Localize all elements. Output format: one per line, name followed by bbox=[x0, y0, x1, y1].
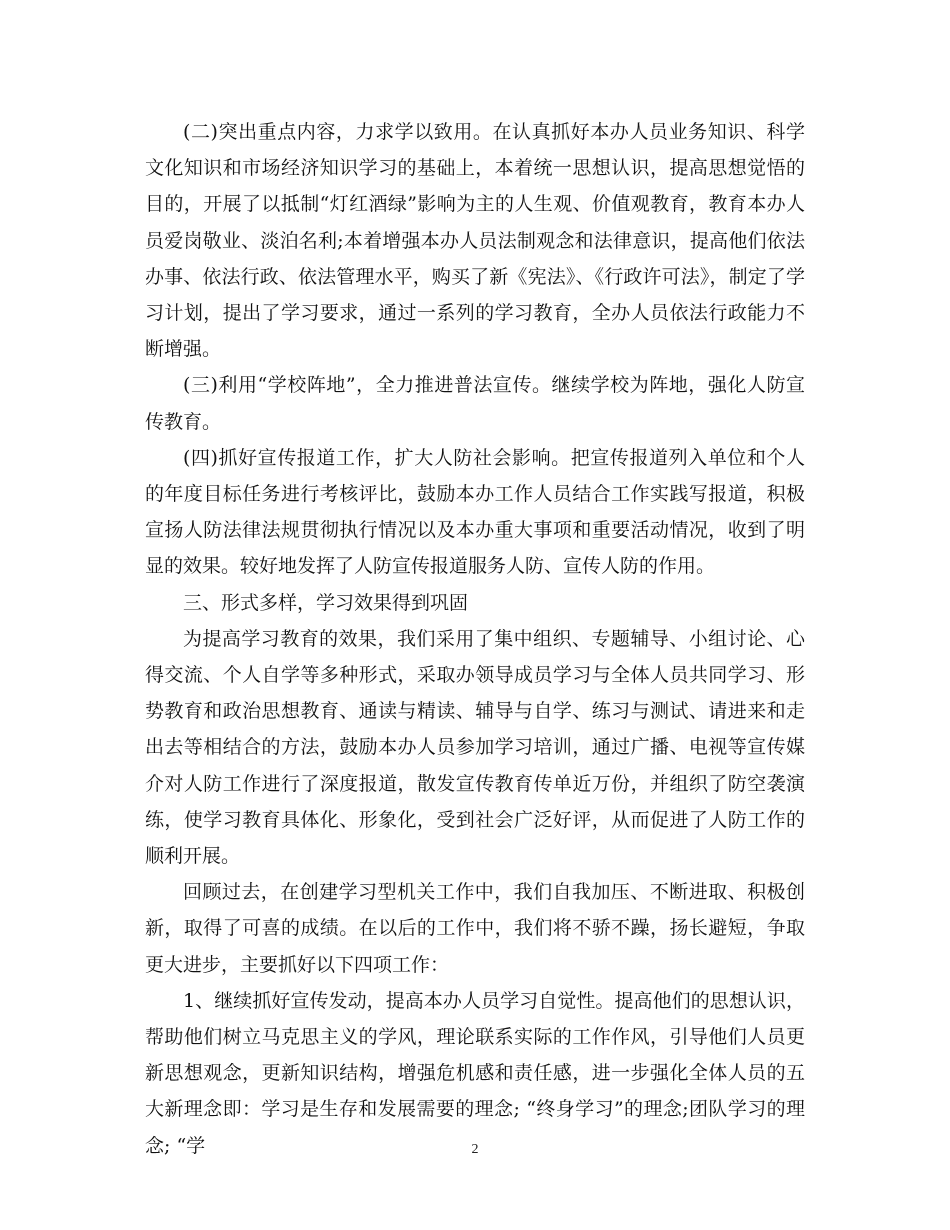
paragraph-section-4: (四)抓好宣传报道工作，扩大人防社会影响。把宣传报道列入单位和个人的年度目标任务进行考核评比，鼓励本办工作人员结合工作实践写报道，积极宣扬人防法律法规贯彻执行情况以及本办重大事项和重要活动情况，收到了明显的效果。较好地发挥了人防宣传报道服务人防、宣传人防的作用。 bbox=[145, 446, 805, 578]
paragraph-learning-forms: 为提高学习教育的效果，我们采用了集中组织、专题辅导、小组讨论、心得交流、个人自学等多种形式，采取办领导成员学习与全体人员共同学习、形势教育和政治思想教育、通读与精读、辅导与自学、练习与测试、请进来和走出去等相结合的方法，鼓励本办人员参加学习培训，通过广播、电视等宣传媒介对人防工作进行了深度报道，散发宣传教育传单近万份，并组织了防空袭演练，使学习教育具体化、形象化，受到社会广泛好评，从而促进了人防工作的顺利开展。 bbox=[145, 627, 805, 868]
paragraph-section-2: (二)突出重点内容，力求学以致用。在认真抓好本办人员业务知识、科学文化知识和市场经济知识学习的基础上，本着统一思想认识，提高思想觉悟的目的，开展了以抵制“灯红酒绿”影响为主的人生观、价值观教育，教育本办人员爱岗敬业、淡泊名利;本着增强本办人员法制观念和法律意识，提高他们依法办事、依法行政、依法管理水平，购买了新《宪法》、《行政许可法》，制定了学习计划，提出了学习要求，通过一系列的学习教育，全办人员依法行政能力不断增强。 bbox=[145, 121, 805, 361]
paragraph-task-1: 1、继续抓好宣传发动，提高本办人员学习自觉性。提高他们的思想认识，帮助他们树立马克思主义的学风，理论联系实际的工作作风，引导他们人员更新思想观念，更新知识结构，增强危机感和责任感，进一步强化全体人员的五大新理念即：学习是生存和发展需要的理念; “终身学习”的理念;团队学习的理念; “学 bbox=[145, 989, 805, 1157]
paragraph-review: 回顾过去，在创建学习型机关工作中，我们自我加压、不断进取、积极创新，取得了可喜的成绩。在以后的工作中，我们将不骄不躁，扬长避短，争取更大进步，主要抓好以下四项工作： bbox=[145, 881, 805, 976]
page-number: 2 bbox=[471, 1142, 479, 1157]
section-heading: 三、形式多样，学习效果得到巩固 bbox=[183, 591, 469, 614]
document-body bbox=[145, 114, 805, 1164]
paragraph-section-3: (三)利用“学校阵地”，全力推进普法宣传。继续学校为阵地，强化人防宣传教育。 bbox=[145, 374, 805, 433]
